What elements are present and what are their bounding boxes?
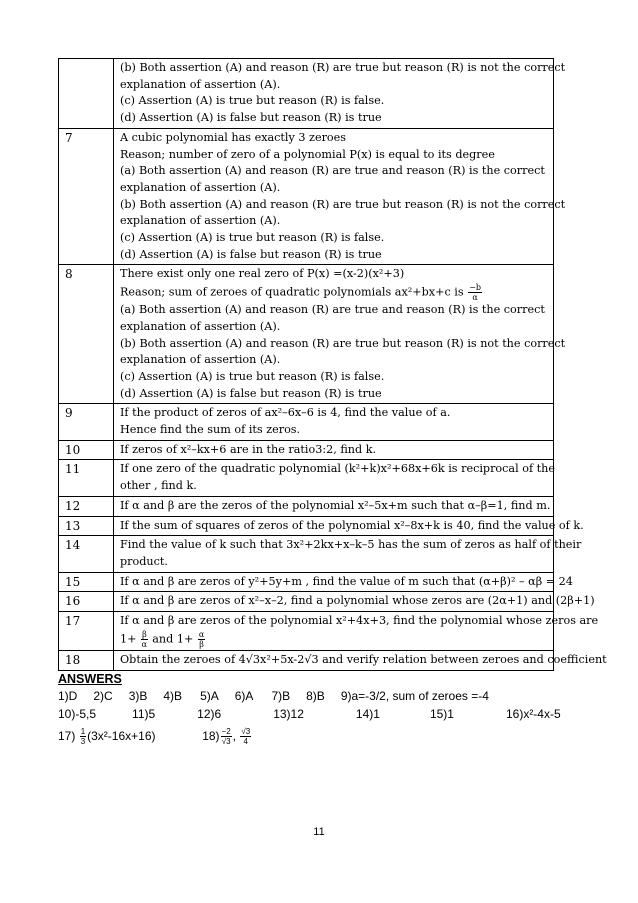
question-line: explanation of assertion (A). — [120, 214, 281, 228]
fraction-top: β — [142, 629, 147, 639]
answer-17-value: (3x²-16x+16) — [87, 728, 156, 743]
question-line: (b) Both assertion (A) and reason (R) are true but reason (R) is not the correct — [120, 197, 566, 211]
question-line: If α and β are zeros of the polynomial x²+4x+3, find the polynomial whose zeros are — [120, 614, 599, 628]
fraction-top: 1 — [80, 726, 86, 736]
question-row — [59, 265, 554, 404]
question-number: 7 — [59, 128, 114, 265]
answer-18-fraction-1 — [221, 727, 232, 746]
answer-item: 4)B — [163, 688, 183, 703]
answers-row-3: 17) $\frac{1}{3}$ (3x²-16x+16) 18) $\frac{-2}{√3}$ , $\frac{√3}{4}$ — [58, 726, 251, 746]
question-row — [59, 496, 554, 516]
question-line: explanation of assertion (A). — [120, 77, 281, 91]
fraction-top: α — [198, 629, 205, 639]
question-line: explanation of assertion (A). — [120, 319, 281, 333]
inline-fraction — [468, 283, 482, 302]
question-line: There exist only one real zero of P(x) =(x-2)(x²+3) — [120, 267, 405, 281]
answer-18-fraction-2 — [240, 727, 251, 746]
page-number: 11 — [313, 826, 325, 838]
question-text — [114, 572, 573, 592]
answers-row-1 — [58, 687, 554, 705]
question-text — [114, 536, 582, 572]
question-number: 17 — [59, 612, 114, 651]
question-row — [59, 536, 554, 572]
fraction-top: √3 — [241, 726, 251, 736]
question-row — [59, 516, 554, 536]
question-line: explanation of assertion (A). — [120, 353, 281, 367]
question-line: other , find k. — [120, 479, 197, 493]
answer-item: 13)12 — [273, 706, 304, 721]
question-line: (d) Assertion (A) is false but reason (R) is true — [120, 247, 382, 261]
question-number: 11 — [59, 460, 114, 496]
answer-18-label: 18) — [202, 728, 220, 743]
question-text — [114, 265, 566, 404]
fraction-top: −2 — [221, 726, 231, 736]
answer-item: 12)6 — [197, 706, 222, 721]
question-line: (d) Assertion (A) is false but reason (R) is true — [120, 386, 382, 400]
answer-item: 15)1 — [429, 706, 454, 721]
question-row — [59, 650, 554, 670]
answer-item: 9)a=-3/2, sum of zeroes =-4 — [340, 688, 489, 703]
question-number: 16 — [59, 592, 114, 612]
answer-item: 1)D — [58, 688, 78, 703]
question-line: If one zero of the quadratic polynomial (k²+k)x²+68x+6k is reciprocal of the — [120, 462, 555, 476]
question-line: If α and β are zeros of y²+5y+m , find the value of m such that (α+β)² – αβ = 24 — [120, 574, 573, 588]
question-number: 9 — [59, 404, 114, 440]
answer-item: 10)-5,5 — [58, 706, 97, 721]
answer-item: 7)B — [271, 688, 291, 703]
question-row — [59, 404, 554, 440]
answers-section — [58, 671, 561, 746]
document-page — [58, 58, 607, 746]
answer-17-fraction — [80, 727, 86, 746]
question-line: product. — [120, 554, 168, 568]
question-line: If the sum of squares of zeros of the polynomial x²–8x+k is 40, find the value of k. — [120, 518, 584, 532]
fraction-bottom: α — [472, 293, 478, 303]
question-line: (b) Both assertion (A) and reason (R) are true but reason (R) is not the correct — [120, 336, 566, 350]
answers-row-2 — [58, 705, 561, 723]
question-line: Reason; sum of zeroes of quadratic polynomials ax²+bx+c is $\frac{-b}{\alpha}$ — [120, 283, 482, 303]
question-line: If α and β are the zeros of the polynomial x²–5x+m such that α–β=1, find m. — [120, 498, 551, 512]
question-row — [59, 592, 554, 612]
question-text — [114, 650, 607, 670]
answer-item: 8)B — [306, 688, 325, 703]
question-line: (c) Assertion (A) is true but reason (R) is false. — [120, 369, 385, 383]
question-row — [59, 440, 554, 460]
question-line: If the product of zeros of ax²–6x–6 is 4, find the value of a. — [120, 406, 451, 420]
question-number: 18 — [59, 650, 114, 670]
question-line: 1+ $\frac{\beta}{\alpha}$ and 1+ $\frac{\alpha}{\beta}$ — [120, 629, 205, 649]
question-number — [59, 59, 114, 129]
question-text — [114, 404, 554, 440]
fraction-bottom: 4 — [243, 736, 248, 746]
answer-item: 5)A — [200, 688, 219, 703]
question-row — [59, 612, 554, 651]
answer-item: 3)B — [128, 688, 148, 703]
question-line: If zeros of x²–kx+6 are in the ratio3:2, find k. — [120, 442, 377, 456]
answer-item: 6)A — [234, 688, 254, 703]
question-number: 8 — [59, 265, 114, 404]
fraction-top: −b — [469, 283, 482, 293]
question-line: (b) Both assertion (A) and reason (R) are true but reason (R) is not the correct — [120, 61, 566, 74]
question-line: (a) Both assertion (A) and reason (R) are true and reason (R) is the correct — [120, 303, 545, 317]
answer-item: 2)C — [93, 688, 113, 703]
fraction-bottom: 3 — [80, 736, 86, 746]
question-line: Obtain the zeroes of 4√3x²+5x-2√3 and verify relation between zeroes and coefficient — [120, 652, 607, 666]
fraction-bottom: √3 — [221, 736, 231, 746]
question-line: Hence find the sum of its zeros. — [120, 423, 301, 437]
question-line: Reason; number of zero of a polynomial P(x) is equal to its degree — [120, 147, 495, 161]
question-line: (c) Assertion (A) is true but reason (R) is false. — [120, 231, 385, 245]
question-line: Find the value of k such that 3x²+2kx+x–k–5 has the sum of zeros as half of their — [120, 538, 582, 552]
question-text — [114, 612, 599, 651]
question-number: 12 — [59, 496, 114, 516]
question-row — [59, 59, 554, 129]
answer-item: 16)x²-4x-5 — [505, 706, 561, 721]
question-text — [114, 592, 595, 612]
fraction-bottom: β — [199, 639, 204, 649]
question-row — [59, 128, 554, 265]
question-line: explanation of assertion (A). — [120, 180, 281, 194]
question-number: 14 — [59, 536, 114, 572]
inline-fraction — [198, 630, 205, 649]
question-number: 10 — [59, 440, 114, 460]
question-line: (a) Both assertion (A) and reason (R) are true and reason (R) is the correct — [120, 164, 545, 178]
answer-item: 11)5 — [132, 706, 156, 721]
question-text — [114, 440, 554, 460]
question-number: 13 — [59, 516, 114, 536]
answer-item: 14)1 — [355, 706, 380, 721]
question-text — [114, 516, 584, 536]
question-text — [114, 460, 554, 496]
question-text — [114, 496, 554, 516]
answers-heading: ANSWERS — [58, 671, 122, 686]
question-line: If α and β are zeros of x²–x–2, find a polynomial whose zeros are (2α+1) and (2β+1) — [120, 594, 595, 608]
question-row — [59, 572, 554, 592]
question-row — [59, 460, 554, 496]
question-line: (d) Assertion (A) is false but reason (R) is true — [120, 111, 382, 125]
question-text — [114, 59, 566, 129]
question-number: 15 — [59, 572, 114, 592]
question-text — [114, 128, 566, 265]
question-line: A cubic polynomial has exactly 3 zeroes — [120, 130, 347, 144]
question-line: (c) Assertion (A) is true but reason (R) is false. — [120, 94, 385, 108]
fraction-bottom: α — [141, 639, 148, 649]
questions-table — [58, 58, 607, 671]
inline-fraction — [141, 630, 148, 649]
answer-17-label: 17) — [58, 728, 76, 743]
